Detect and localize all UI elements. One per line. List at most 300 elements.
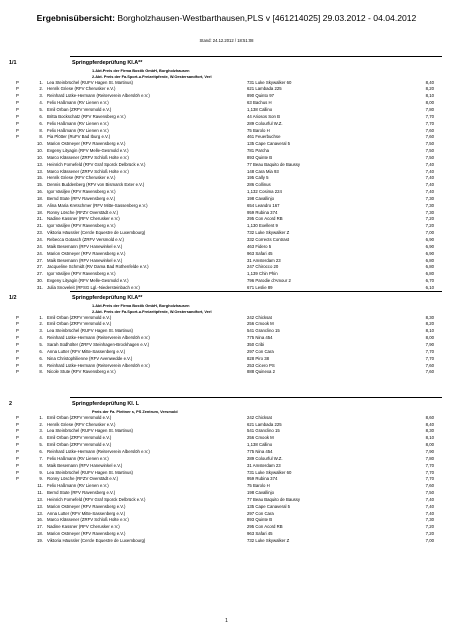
horse-number: 731 bbox=[247, 79, 255, 85]
horse-number-and-name bbox=[247, 328, 280, 333]
horse-name: Bachus H bbox=[252, 100, 272, 106]
placing-number: 24. bbox=[37, 250, 43, 256]
horse-name: Cmook M bbox=[255, 321, 274, 327]
horse-number-and-name bbox=[247, 442, 272, 447]
horse-number: 75 bbox=[247, 483, 252, 489]
horse-number-and-name bbox=[247, 175, 269, 180]
horse-number: 256 bbox=[247, 435, 255, 441]
placing-number: 8. bbox=[39, 134, 43, 140]
placing bbox=[29, 210, 43, 215]
result-row bbox=[0, 335, 453, 342]
prize-marker: P bbox=[16, 442, 19, 448]
section-divider bbox=[70, 397, 442, 398]
score: 8,10 bbox=[425, 93, 434, 99]
placing bbox=[29, 435, 43, 440]
prize-marker: P bbox=[16, 100, 19, 106]
placing bbox=[29, 155, 43, 160]
horse-number-and-name bbox=[247, 121, 283, 126]
horse-name: Cavallinjo bbox=[255, 195, 275, 201]
placing bbox=[29, 175, 43, 180]
score: 7,20 bbox=[425, 223, 434, 229]
score: 7,70 bbox=[425, 113, 434, 119]
placing-number: 13. bbox=[37, 168, 43, 174]
result-row bbox=[0, 363, 453, 370]
horse-name: Cara Mia 93 bbox=[255, 168, 279, 174]
placing bbox=[29, 504, 43, 509]
horse-number: 31 bbox=[247, 257, 252, 263]
placing-number: 9. bbox=[39, 476, 43, 482]
score: 7,50 bbox=[425, 154, 434, 160]
score: 8,30 bbox=[425, 428, 434, 434]
result-row bbox=[0, 321, 453, 328]
result-row bbox=[0, 251, 453, 258]
horse-number-and-name bbox=[247, 155, 272, 160]
result-row bbox=[0, 456, 453, 463]
rider-and-club: Ronny Lösche (RFZV Overstädt e.V.) bbox=[47, 476, 119, 482]
prize-marker: P bbox=[16, 362, 19, 368]
horse-number: 1,132 bbox=[247, 189, 258, 195]
placing-number: 6. bbox=[39, 113, 43, 119]
placing-number: 13. bbox=[37, 161, 43, 167]
horse-name: Callino bbox=[258, 442, 273, 448]
score: 8,00 bbox=[425, 335, 434, 341]
rider-and-club: Felix Haßmann (RV Lienen e.V.) bbox=[47, 100, 109, 106]
placing bbox=[29, 182, 43, 187]
placing bbox=[29, 285, 43, 290]
horse-number-and-name bbox=[247, 435, 274, 440]
horse-name: Fidero 5 bbox=[255, 243, 272, 249]
horse-number-and-name bbox=[247, 141, 290, 146]
score: 7,70 bbox=[425, 120, 434, 126]
rider-and-club: Jacqueline Schmidt (RV Dama Bad Rothenfelde e.V.) bbox=[47, 264, 149, 270]
result-row bbox=[0, 196, 453, 203]
prize-marker: P bbox=[16, 435, 19, 441]
result-row bbox=[0, 538, 453, 545]
placing bbox=[29, 538, 43, 543]
placing-number: 19. bbox=[37, 537, 43, 543]
horse-number-and-name bbox=[247, 449, 273, 454]
rider-and-club: Felix Haßmann (RV Lienen e.V.) bbox=[47, 127, 109, 133]
placing-number: 1. bbox=[39, 314, 43, 320]
horse-number: 461 bbox=[247, 134, 255, 140]
rider-and-club: Reinhard Lütke-Hermann (Reiterverein Alberslöh e.V.) bbox=[47, 362, 150, 368]
horse-name: Callino bbox=[258, 106, 273, 112]
placing bbox=[29, 134, 43, 139]
section-header bbox=[0, 293, 453, 303]
rider-and-club: Nina Christophilienne (RFV Avenwedde e.V.) bbox=[47, 355, 133, 361]
rider-and-club: Emil Orban (ZRFV Versmold e.V.) bbox=[47, 106, 112, 112]
report-timestamp: Stand: 24.12.2012 / 18:51:08 bbox=[199, 38, 254, 43]
placing-number: 10. bbox=[37, 148, 43, 154]
result-row bbox=[0, 189, 453, 196]
placing-number: 24. bbox=[37, 243, 43, 249]
horse-name: Barolo H bbox=[252, 127, 270, 133]
score: 8,40 bbox=[425, 421, 434, 427]
placing bbox=[29, 114, 43, 119]
horse-number-and-name bbox=[247, 490, 274, 495]
horse-number-and-name bbox=[247, 107, 272, 112]
horse-number: 1,139 bbox=[247, 271, 258, 277]
placing bbox=[29, 264, 43, 269]
horse-number: 44 bbox=[247, 113, 252, 119]
horse-name: Chicksat bbox=[255, 314, 272, 320]
placing-number: 3. bbox=[39, 428, 43, 434]
result-row bbox=[0, 342, 453, 349]
section-sponsor: 1.Abt.Preis der Firma Bostik GmbH, Borgholzhausen bbox=[92, 303, 190, 308]
result-row bbox=[0, 531, 453, 538]
placing bbox=[29, 363, 43, 368]
horse-name: Luke Skywalker Z bbox=[255, 537, 290, 543]
horse-number: 195 bbox=[247, 175, 255, 181]
horse-number: 963 bbox=[247, 250, 255, 256]
placing-number: 27. bbox=[37, 264, 43, 270]
placing-number: 23. bbox=[37, 230, 43, 236]
rider-and-club: Nadine Kassner (RFV Cherusker e.V.) bbox=[47, 216, 120, 222]
horse-number-and-name bbox=[247, 93, 274, 98]
rider-and-club: Henrik Griese (RFV Cherusker e.V.) bbox=[47, 175, 116, 181]
section-sponsor: 2.Abt. Preis der Fa.Sport-u.Freizeitpferde, W.Oestersandfort, Verl bbox=[92, 73, 212, 79]
section-title: Springpferdeprüfung Kl.A** bbox=[72, 295, 143, 301]
result-row bbox=[0, 244, 453, 251]
placing-number: 9. bbox=[39, 469, 43, 475]
horse-name: Chirocco 20 bbox=[255, 264, 279, 270]
placing-number: 8. bbox=[39, 462, 43, 468]
placing-number: 6. bbox=[39, 355, 43, 361]
horse-number: 286 bbox=[247, 182, 255, 188]
horse-number: 297 bbox=[247, 348, 255, 354]
score: 7,70 bbox=[425, 355, 434, 361]
result-row bbox=[0, 100, 453, 107]
result-row bbox=[0, 328, 453, 335]
placing-number: 13. bbox=[37, 496, 43, 502]
horse-number-and-name bbox=[247, 483, 270, 488]
prize-marker: P bbox=[16, 449, 19, 455]
horse-name: Amsterdam 23 bbox=[252, 462, 281, 468]
prize-marker: P bbox=[16, 86, 19, 92]
placing bbox=[29, 349, 43, 354]
placing bbox=[29, 315, 43, 320]
score: 6,10 bbox=[425, 284, 434, 290]
horse-number-and-name bbox=[247, 497, 300, 502]
result-row bbox=[0, 93, 453, 100]
placing-number: 8. bbox=[39, 362, 43, 368]
prize-marker: P bbox=[16, 414, 19, 420]
horse-number-and-name bbox=[247, 182, 271, 187]
rider-and-club: Emil Orban (ZRFV Versmold e.V.) bbox=[47, 435, 112, 441]
rider-and-club: Dennis Buddenberg (RFV von Bismarck Exter e.V.) bbox=[47, 182, 145, 188]
rider-and-club: Marion Ostmeyer (RFV Ravensberg e.V.) bbox=[47, 141, 126, 147]
rider-and-club: Igor Vasiljev (RFV Ravensberg e.V.) bbox=[47, 271, 116, 277]
score: 7,20 bbox=[425, 531, 434, 537]
rider-and-club: Heinrich Fornefeld (RFV Graf Sporck Delbrück e.V.) bbox=[47, 161, 146, 167]
placing bbox=[29, 244, 43, 249]
rider-and-club: Lea Steinbrüchel (RUFV Hagen St. Martinus) bbox=[47, 328, 133, 334]
horse-number-and-name bbox=[247, 216, 283, 221]
score: 7,90 bbox=[425, 341, 434, 347]
result-row bbox=[0, 483, 453, 490]
result-row bbox=[0, 315, 453, 322]
rider-and-club: Marco Klässener (ZRFV Schloß Holte e.V.) bbox=[47, 154, 129, 160]
placing-number: 5. bbox=[39, 106, 43, 112]
result-row bbox=[0, 237, 453, 244]
score: 7,30 bbox=[425, 202, 434, 208]
placing bbox=[29, 128, 43, 133]
rider-and-club: Nadine Kassner (RFV Cherusker e.V.) bbox=[47, 524, 120, 530]
horse-number-and-name bbox=[247, 415, 272, 420]
section-sponsor: 1.Abt.Preis der Firma Bostik GmbH, Borgholzhausen bbox=[92, 68, 190, 73]
horse-number-and-name bbox=[247, 349, 274, 354]
prize-marker: P bbox=[16, 335, 19, 341]
section-header bbox=[0, 399, 453, 409]
score: 7,40 bbox=[425, 182, 434, 188]
horse-name: Colourful W.Z. bbox=[255, 455, 283, 461]
horse-number-and-name bbox=[247, 422, 282, 427]
horse-name: Con Acord RB bbox=[255, 524, 283, 530]
score: 7,90 bbox=[425, 449, 434, 455]
horse-name: Feuerbuchse bbox=[255, 134, 281, 140]
score: 7,40 bbox=[425, 168, 434, 174]
result-row bbox=[0, 264, 453, 271]
placing bbox=[29, 470, 43, 475]
prize-marker: P bbox=[16, 106, 19, 112]
result-row bbox=[0, 278, 453, 285]
placing-number: 4. bbox=[39, 335, 43, 341]
horse-number-and-name bbox=[247, 470, 291, 475]
placing-number: 15. bbox=[37, 175, 43, 181]
horse-number: 1,138 bbox=[247, 106, 258, 112]
rider-and-club: Marion Ostmeyer (RFV Ravensberg e.V.) bbox=[47, 250, 126, 256]
horse-number: 671 bbox=[247, 284, 255, 290]
section-divider bbox=[70, 56, 442, 57]
horse-number-and-name bbox=[247, 456, 283, 461]
horse-number: 654 bbox=[247, 202, 255, 208]
result-row bbox=[0, 134, 453, 141]
placing bbox=[29, 456, 43, 461]
result-row bbox=[0, 470, 453, 477]
horse-name: Cape Canaveral 5 bbox=[255, 141, 291, 147]
rider-and-club: Julia Snoveleit (RFSG Lgl.-Niedersteinbach e.V.) bbox=[47, 284, 140, 290]
placing-number: 10. bbox=[37, 154, 43, 160]
prize-marker: P bbox=[16, 113, 19, 119]
score: 7,70 bbox=[425, 348, 434, 354]
horse-name: Leslie 89 bbox=[255, 284, 273, 290]
horse-number-and-name bbox=[247, 538, 289, 543]
horse-name: Collinus bbox=[255, 182, 271, 188]
horse-name: Luke Skywalker Z bbox=[255, 230, 290, 236]
horse-number: 959 bbox=[247, 476, 255, 482]
result-row bbox=[0, 107, 453, 114]
score: 7,40 bbox=[425, 510, 434, 516]
placing bbox=[29, 321, 43, 326]
placing bbox=[29, 258, 43, 263]
score: 7,60 bbox=[425, 134, 434, 140]
rider-and-club: Rebecca Gotasch (ZRFV Versmold e.V.) bbox=[47, 237, 124, 242]
score: 6,80 bbox=[425, 257, 434, 263]
horse-number-and-name bbox=[247, 134, 280, 139]
result-row bbox=[0, 128, 453, 135]
rider-and-club: Marco Klässener (ZRFV Schloß Holte e.V.) bbox=[47, 517, 129, 523]
horse-number-and-name bbox=[247, 237, 289, 242]
horse-number: 77 bbox=[247, 496, 252, 502]
placing bbox=[29, 415, 43, 420]
placing-number: 5. bbox=[39, 442, 43, 448]
horse-number-and-name bbox=[247, 258, 281, 263]
result-row bbox=[0, 114, 453, 121]
placing bbox=[29, 335, 43, 340]
horse-name: Chin Phin bbox=[258, 271, 278, 277]
result-row bbox=[0, 497, 453, 504]
score: 7,60 bbox=[425, 362, 434, 368]
horse-name: Luke Skywalker 60 bbox=[255, 79, 292, 85]
horse-number: 247 bbox=[247, 264, 255, 270]
horse-number-and-name bbox=[247, 428, 280, 433]
result-row bbox=[0, 175, 453, 182]
horse-number-and-name bbox=[247, 363, 275, 368]
horse-number: 963 bbox=[247, 531, 255, 537]
horse-name: Cosima 224 bbox=[258, 189, 282, 195]
placing-number: 8. bbox=[39, 127, 43, 133]
horse-name: Quinte B bbox=[255, 517, 273, 523]
section-sponsor: 2.Abt. Preis der Fa.Sport-u.Freizeitpferde, W.Oestersandfort, Verl bbox=[92, 308, 212, 314]
rider-and-club: Heinrich Fornefeld (RFV Graf Sporck Delbrück e.V.) bbox=[47, 496, 146, 502]
placing bbox=[29, 271, 43, 276]
result-row bbox=[0, 182, 453, 189]
horse-name: Cape Canaveral 5 bbox=[255, 503, 291, 509]
report-title-label: Ergebnisübersicht: bbox=[36, 13, 115, 23]
horse-number: 828 bbox=[247, 355, 255, 361]
placing bbox=[29, 86, 43, 91]
horse-number: 289 bbox=[247, 455, 255, 461]
rider-and-club: Lea Steinbrüchel (RUFV Hagen St. Martinus) bbox=[47, 79, 133, 85]
horse-name: Ariosos Son B bbox=[252, 113, 280, 119]
horse-number: 31 bbox=[247, 462, 252, 468]
result-row bbox=[0, 449, 453, 456]
horse-number: 198 bbox=[247, 490, 255, 496]
score: 6,70 bbox=[425, 278, 434, 284]
rider-and-club: Emil Orban (ZRFV Versmold e.V.) bbox=[47, 321, 112, 327]
result-row bbox=[0, 223, 453, 230]
rider-and-club: Marion Ostmeyer (RFV Ravensberg e.V.) bbox=[47, 531, 126, 537]
horse-name: Granclino 15 bbox=[255, 328, 280, 334]
horse-number: 732 bbox=[247, 230, 255, 236]
placing bbox=[29, 483, 43, 488]
horse-number-and-name bbox=[247, 169, 279, 174]
horse-name: Amsterdam 23 bbox=[252, 257, 281, 263]
prize-marker: P bbox=[16, 341, 19, 347]
horse-number-and-name bbox=[247, 356, 269, 361]
horse-number: 888 bbox=[247, 369, 255, 375]
placing bbox=[29, 531, 43, 536]
horse-name: Con Acord RB bbox=[255, 216, 283, 222]
score: 7,70 bbox=[425, 476, 434, 482]
horse-number: 890 bbox=[247, 93, 255, 99]
score: 7,80 bbox=[425, 106, 434, 112]
placing bbox=[29, 442, 43, 447]
placing-number: 6. bbox=[39, 348, 43, 354]
placing bbox=[29, 449, 43, 454]
rider-and-club: Henrik Griese (RFV Cherusker e.V.) bbox=[47, 421, 116, 427]
horse-number-and-name bbox=[247, 148, 269, 153]
placing-number: 2. bbox=[39, 86, 43, 92]
horse-name: Barolo H bbox=[252, 483, 270, 489]
horse-name: Piro 38 bbox=[255, 355, 269, 361]
result-row bbox=[0, 435, 453, 442]
prize-marker: P bbox=[16, 369, 19, 375]
result-row bbox=[0, 476, 453, 483]
score: 8,60 bbox=[425, 414, 434, 420]
horse-number: 148 bbox=[247, 168, 255, 174]
horse-number-and-name bbox=[247, 80, 291, 85]
horse-number: 775 bbox=[247, 449, 255, 455]
rider-and-club: Ronny Lösche (RFZV Overstädt e.V.) bbox=[47, 209, 119, 215]
horse-number: 541 bbox=[247, 428, 255, 434]
horse-number-and-name bbox=[247, 511, 274, 516]
horse-name: Rubina 374 bbox=[255, 476, 278, 482]
rider-and-club: Bernd Stute (RFV Ravensberg e.V.) bbox=[47, 490, 116, 496]
competition-section bbox=[0, 293, 453, 376]
horse-number-and-name bbox=[247, 342, 264, 347]
page-number: 1 bbox=[225, 618, 228, 624]
horse-name: Con Cara bbox=[255, 348, 274, 354]
score: 7,40 bbox=[425, 496, 434, 502]
horse-number-and-name bbox=[247, 463, 281, 468]
rider-and-club: Felix Haßmann (RV Lienen e.V.) bbox=[47, 120, 109, 126]
placing-number: 17. bbox=[37, 524, 43, 530]
prize-marker: P bbox=[16, 428, 19, 434]
horse-number: 1,130 bbox=[247, 223, 258, 229]
prize-marker: P bbox=[16, 93, 19, 99]
placing bbox=[29, 369, 43, 374]
placing bbox=[29, 463, 43, 468]
result-row bbox=[0, 148, 453, 155]
result-row bbox=[0, 356, 453, 363]
rider-and-club: Reinhard Lütke-Hermann (Reiterverein Alberslöh e.V.) bbox=[47, 335, 150, 341]
placing-number: 2. bbox=[39, 321, 43, 327]
rider-and-club: Marco Klässener (ZRFV Schloß Holte e.V.) bbox=[47, 168, 129, 174]
horse-number-and-name bbox=[247, 335, 273, 340]
placing-number: 31. bbox=[37, 284, 43, 290]
placing-number: 7. bbox=[39, 455, 43, 461]
placing-number: 13. bbox=[37, 510, 43, 516]
placing bbox=[29, 162, 43, 167]
horse-number-and-name bbox=[247, 271, 278, 276]
placing bbox=[29, 422, 43, 427]
score: 6,90 bbox=[425, 243, 434, 249]
placing bbox=[29, 497, 43, 502]
horse-number-and-name bbox=[247, 504, 290, 509]
horse-number: 242 bbox=[247, 414, 255, 420]
result-row bbox=[0, 415, 453, 422]
placing-number: 1. bbox=[39, 79, 43, 85]
placing-number: 27. bbox=[37, 271, 43, 277]
rider-and-club: Maik Besemann (RFV Hanewinkel e.V.) bbox=[47, 243, 123, 249]
report-title bbox=[0, 13, 453, 23]
score: 7,40 bbox=[425, 161, 434, 167]
score: 6,80 bbox=[425, 264, 434, 270]
rider-and-club: Viktoria Häussler (Cercle Equestre de Luxembourg) bbox=[47, 230, 146, 236]
score: 7,50 bbox=[425, 490, 434, 496]
placing-number: 5. bbox=[39, 341, 43, 347]
horse-number: 893 bbox=[247, 154, 255, 160]
result-row bbox=[0, 504, 453, 511]
score: 6,80 bbox=[425, 271, 434, 277]
result-row bbox=[0, 141, 453, 148]
rider-and-club: Anna Lutter (RFV Mitte-Sassenberg e.V.) bbox=[47, 510, 126, 516]
horse-name: Safari 45 bbox=[255, 250, 273, 256]
horse-name: Safari 45 bbox=[255, 531, 273, 537]
horse-number: 781 bbox=[247, 148, 255, 154]
rider-and-club: Felix Haßmann (RV Lienen e.V.) bbox=[47, 483, 109, 489]
